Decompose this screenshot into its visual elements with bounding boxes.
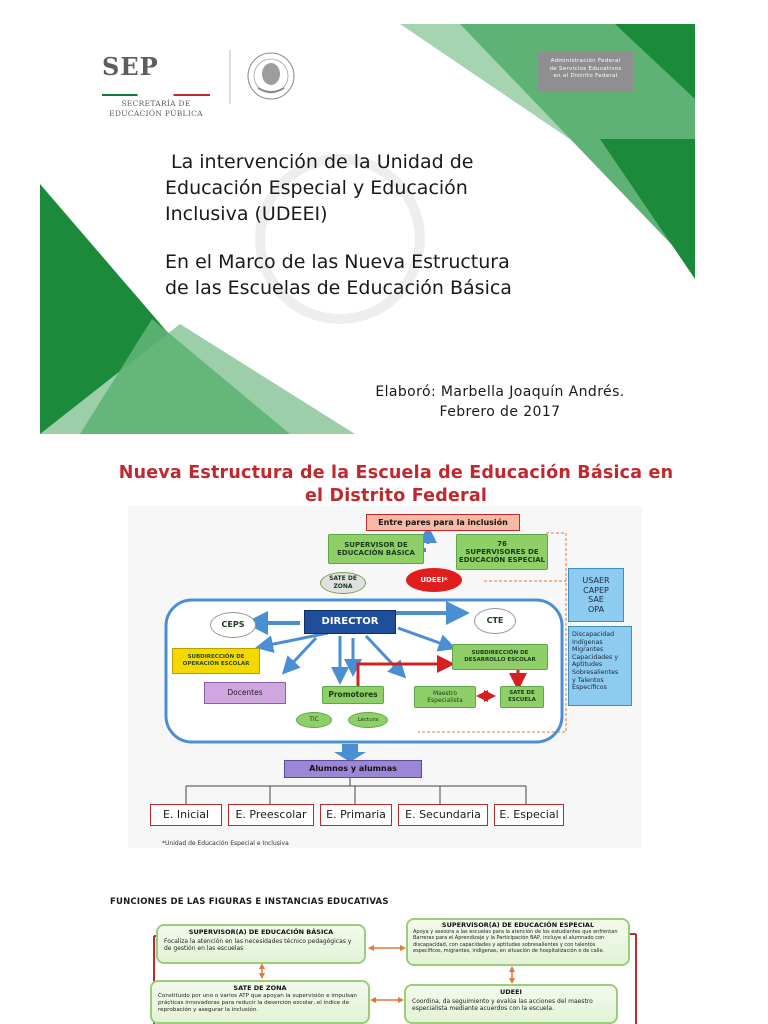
- supervisores-count: 76: [497, 540, 507, 548]
- sub-desarrollo-box: SUBDIRECCIÓN DE DESARROLLO ESCOLAR: [452, 644, 548, 670]
- title-line-3: Inclusiva (UDEEI): [165, 203, 328, 225]
- lectura-ellipse: Lectura: [348, 712, 388, 728]
- supervisor-especial-text: Apoya y asesora a las escuelas para la atención de los estudiantes que enfrentan Barreras para el Aprendizaje y la Participación BAP, incluye al alumnado con discapacidad, con capacidades y aptitudes sobresalientes y con talentos específicos, migrantes, indígenas, en situación de hospitalización o de calle.: [413, 929, 618, 954]
- supervisor-especial-function-box: [406, 918, 630, 966]
- sep-subtitle-line1: SECRETARÍA DE: [121, 99, 191, 108]
- udeei-title: UDEEI: [500, 988, 522, 996]
- admin-badge-line2: de Servicios Educativos: [549, 65, 622, 72]
- level-inicial-box: E. Inicial: [150, 804, 222, 826]
- services-box: [568, 568, 624, 622]
- admin-federal-badge: [538, 52, 633, 92]
- structure-title-line2: el Distrito Federal: [304, 486, 488, 506]
- admin-badge-line3: en el Distrito Federal: [553, 73, 618, 79]
- sep-subtitle: [104, 99, 208, 119]
- sate-zona-title: SATE DE ZONA: [233, 984, 287, 992]
- level-especial-box: E. Especial: [494, 804, 564, 826]
- supervisor-basica-text: Focaliza la atención en las necesidades técnico pedagógicas y de gestión en las escuelas: [164, 937, 352, 952]
- title-line-1: La intervención de la Unidad de: [171, 151, 474, 173]
- title-line-4: En el Marco de las Nueva Estructura: [165, 251, 510, 273]
- supervisores-label: SUPERVISORES DE EDUCACIÓN ESPECIAL: [458, 548, 546, 564]
- author-name: Elaboró: Marbella Joaquín Andrés.: [375, 384, 625, 400]
- service-sae: SAE: [588, 595, 604, 604]
- functions-diagram: [140, 918, 648, 1024]
- service-capep: CAPEP: [583, 585, 609, 595]
- supervisores-especial-box: [456, 534, 548, 570]
- sep-logo: [102, 50, 214, 120]
- udeei-ellipse: UDEEI*: [406, 568, 462, 592]
- docentes-box: Docentes: [204, 682, 286, 704]
- level-secundaria-box: E. Secundaria: [398, 804, 488, 826]
- ceps-ellipse: CEPS: [210, 612, 256, 638]
- sate-zona-ellipse: SATE DE ZONA: [320, 572, 366, 594]
- population-talentos: y Talentos Específicos: [572, 676, 607, 692]
- diagram-footnote: *Unidad de Educación Especial e Inclusiva: [162, 840, 289, 847]
- admin-badge-line1: Administración Federal: [550, 58, 621, 64]
- author-block: [340, 382, 660, 422]
- tic-ellipse: TIC: [296, 712, 332, 728]
- sub-operacion-box: SUBDIRECCIÓN DE OPERACIÓN ESCOLAR: [172, 648, 260, 674]
- level-primaria-box: E. Primaria: [320, 804, 392, 826]
- title-line-5: de las Escuelas de Educación Básica: [165, 277, 512, 299]
- structure-title-line1: Nueva Estructura de la Escuela de Educación Básica en: [118, 463, 674, 483]
- population-indigenas: Indígenas: [572, 638, 603, 646]
- cte-ellipse: CTE: [474, 608, 516, 634]
- sate-escuela-box: SATE DE ESCUELA: [500, 686, 544, 708]
- service-opa: OPA: [587, 604, 605, 614]
- structure-slide-title: [90, 462, 702, 508]
- entre-pares-box: Entre pares para la inclusión: [366, 514, 520, 531]
- title-line-2: Educación Especial y Educación: [165, 177, 468, 199]
- sep-subtitle-line2: EDUCACIÓN PÚBLICA: [109, 109, 203, 118]
- presentation-date: Febrero de 2017: [439, 404, 561, 420]
- sate-zona-text: Constituido por uno o varios ATP que apoyan la supervisión e impulsan prácticas innovadoras para reducir la deserción escolar, el índice de reprobación y asegurar la inclusión.: [158, 993, 357, 1013]
- population-discapacidad: Discapacidad: [572, 631, 615, 638]
- supervisor-especial-title: SUPERVISOR(A) DE EDUCACIÓN ESPECIAL: [441, 921, 595, 929]
- sate-zona-function-box: [150, 980, 370, 1024]
- presentation-title: [165, 149, 585, 301]
- population-migrantes: Migrantes: [572, 646, 604, 654]
- sep-acronym: SEP: [102, 52, 159, 81]
- director-box: DIRECTOR: [304, 610, 396, 634]
- sep-flag-rule: [102, 94, 210, 96]
- promotores-box: Promotores: [322, 686, 384, 704]
- supervisor-basica-box: SUPERVISOR DE EDUCACIÓN BÁSICA: [328, 534, 424, 564]
- school-structure-diagram: [128, 506, 642, 848]
- alumnos-box: Alumnos y alumnas: [284, 760, 422, 778]
- udeei-text: Coordina, da seguimiento y evalúa las acciones del maestro especialista mediante acuerdos con la escuela.: [412, 997, 593, 1012]
- populations-box: [568, 626, 632, 706]
- supervisor-basica-title: SUPERVISOR(A) DE EDUCACIÓN BÁSICA: [188, 928, 334, 936]
- level-preescolar-box: E. Preescolar: [228, 804, 314, 826]
- functions-heading: FUNCIONES DE LAS FIGURAS E INSTANCIAS EDUCATIVAS: [110, 897, 389, 907]
- population-capacidades: Capacidades y Aptitudes Sobresalientes: [572, 653, 619, 676]
- supervisor-basica-function-box: [156, 924, 366, 964]
- national-seal-icon: [228, 46, 308, 106]
- service-usaer: USAER: [582, 576, 610, 585]
- title-slide: [40, 24, 695, 434]
- udeei-function-box: [404, 984, 618, 1024]
- maestro-especialista-box: Maestro Especialista: [414, 686, 476, 708]
